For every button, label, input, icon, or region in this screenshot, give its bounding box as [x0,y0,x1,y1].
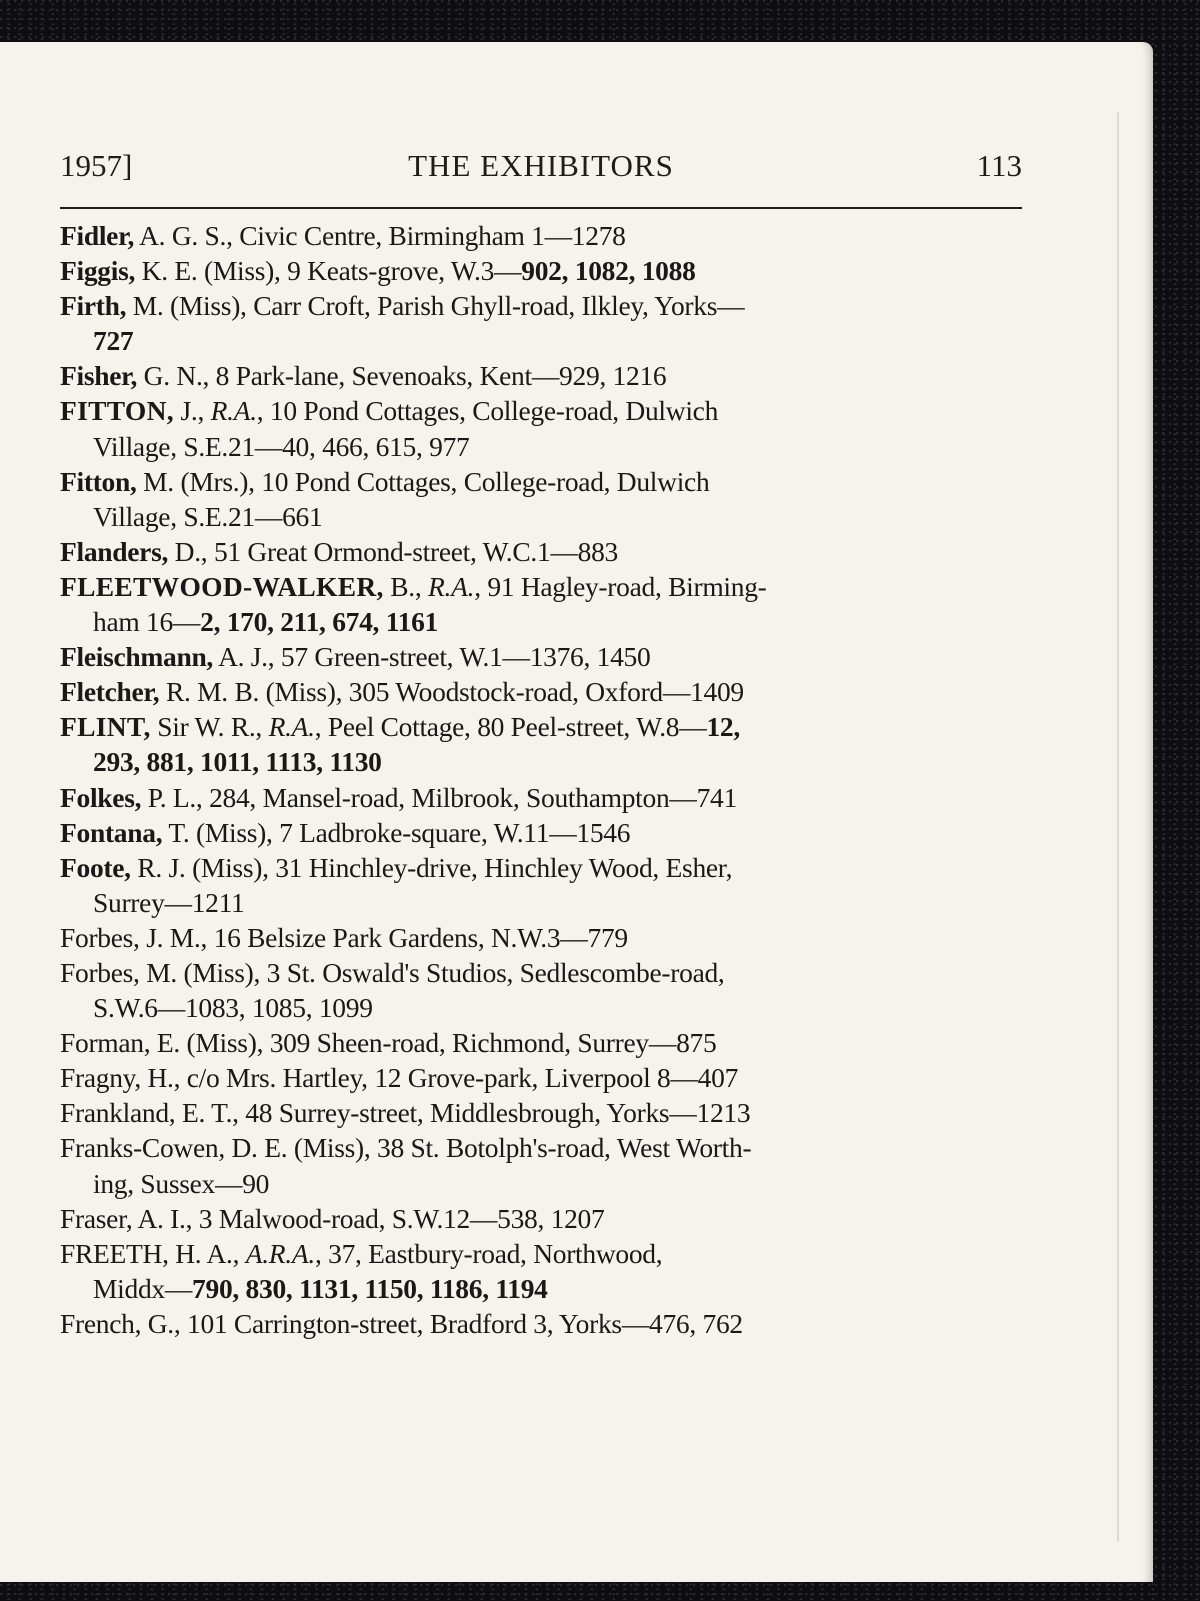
page-number: 113 [976,148,1022,183]
exhibitor-entry [60,709,1030,779]
exhibitor-entry [60,288,1030,358]
exhibitor-address: , 37, Eastbury-road, Northwood, [314,1237,663,1269]
exhibitor-address: , 91 Hagley-road, Birming- [474,570,767,602]
running-head-year: 1957] [60,148,133,183]
exhibitor-list [60,218,1030,1341]
exhibitor-entry [60,464,1030,534]
exhibitor-address: J. M., 16 Belsize Park Gardens, N.W.3— [139,921,588,953]
academy-title: R.A. [268,711,315,743]
exhibitor-address: R. M. B. (Miss), 305 Woodstock-road, Oxford— [159,676,691,708]
catalogue-numbers: 1409 [690,676,744,708]
exhibitor-address-cont: Middx— [93,1272,193,1304]
exhibitor-entry [60,218,1030,253]
exhibitor-address-cont: ham 16— [93,606,201,638]
exhibitor-address: G. N., 8 Park-lane, Sevenoaks, Kent— [137,360,560,392]
catalogue-numbers: 1278 [571,220,626,251]
exhibitor-name: Fisher, [60,360,138,392]
exhibitor-entry [60,253,1030,288]
exhibitor-entry [60,1060,1030,1095]
exhibitor-address: M. (Mrs.), 10 Pond Cottages, College-road, Dulwich [136,465,710,497]
catalogue-numbers: 661 [282,500,323,532]
exhibitor-initials: Sir W. R., [150,711,269,743]
exhibitor-address: D. E. (Miss), 38 St. Botolph's-road, West Worth- [224,1132,752,1164]
catalogue-numbers: 90 [242,1167,270,1199]
exhibitor-address-cont: Village, S.E.21— [93,500,283,532]
exhibitor-entry [60,393,1030,463]
catalogue-numbers: 2, 170, 211, 674, 1161 [200,606,438,638]
catalogue-numbers: 875 [676,1027,717,1059]
exhibitor-name: FLINT, [60,711,151,743]
exhibitor-name: Figgis, [60,255,136,287]
catalogue-numbers: 727 [93,325,134,357]
academy-title: R.A. [428,570,475,602]
exhibitor-address: G., 101 Carrington-street, Bradford 3, Yorks— [141,1307,650,1339]
exhibitor-name: Flanders, [60,535,169,567]
catalogue-numbers: 929, 1216 [559,360,667,392]
exhibitor-entry [60,674,1030,709]
exhibitor-address: T. (Miss), 7 Ladbroke-square, W.11— [162,816,577,848]
exhibitor-initials: J., [173,395,211,427]
exhibitor-name: Forbes, [60,921,140,953]
catalogue-numbers: 476, 762 [649,1307,743,1339]
exhibitor-name: Franks-Cowen, [60,1132,225,1164]
exhibitor-address: K. E. (Miss), 9 Keats-grove, W.3— [135,255,522,287]
exhibitor-address-cont: Village, S.E.21— [93,430,283,462]
catalogue-numbers: 883 [577,535,619,567]
exhibitor-entry [60,1306,1030,1341]
exhibitor-address: M. (Miss), Carr Croft, Parish Ghyll-road, Ilkley, Yorks— [126,290,745,322]
exhibitor-entry [60,780,1030,815]
exhibitor-address-cont: Surrey— [93,886,192,918]
exhibitor-entry [60,569,1030,639]
exhibitor-address-cont: S.W.6— [93,992,185,1024]
exhibitor-name: Fleischmann, [60,641,214,673]
exhibitor-address: R. J. (Miss), 31 Hinchley-drive, Hinchley Wood, Esher, [130,851,733,883]
exhibitor-entry [60,920,1030,955]
exhibitor-entry [60,1095,1030,1130]
catalogue-numbers: 1083, 1085, 1099 [184,992,373,1024]
academy-title: A.R.A. [245,1237,315,1269]
exhibitor-entry [60,850,1030,920]
exhibitor-name: Foote, [60,851,131,883]
exhibitor-address: M. (Miss), 3 St. Oswald's Studios, Sedlescombe-road, [139,956,725,988]
exhibitor-address: E. (Miss), 309 Sheen-road, Richmond, Surrey— [150,1027,677,1059]
catalogue-numbers-start: 12, [706,711,740,743]
exhibitor-name: FREETH, [60,1237,169,1269]
exhibitor-entry [60,358,1030,393]
catalogue-numbers: 40, 466, 615, 977 [282,430,470,462]
exhibitor-address: E. T., 48 Surrey-street, Middlesbrough, Yorks— [175,1097,697,1129]
catalogue-numbers: 1213 [696,1097,751,1129]
catalogue-numbers: 1546 [576,816,631,848]
exhibitor-entry [60,1236,1030,1306]
exhibitor-name: Fidler, [60,220,135,251]
page-edge [1117,112,1119,1542]
exhibitor-address: , Peel Cottage, 80 Peel-street, W.8— [314,711,707,743]
exhibitor-entry [60,639,1030,674]
exhibitor-initials: H. A., [168,1237,246,1269]
exhibitor-address: A. J., 57 Green-street, W.1— [213,641,530,673]
catalogue-numbers: 538, 1207 [497,1202,605,1234]
catalogue-numbers: 779 [587,921,628,953]
exhibitor-address-cont: ing, Sussex— [93,1167,243,1199]
catalogue-numbers: 902, 1082, 1088 [521,255,696,287]
page-title: THE EXHIBITORS [408,148,674,183]
exhibitor-name: Folkes, [60,781,142,813]
exhibitor-address: H., c/o Mrs. Hartley, 12 Grove-park, Liverpool 8— [140,1062,698,1094]
catalogue-numbers: 1211 [191,886,245,918]
exhibitor-entry [60,955,1030,1025]
exhibitor-name: French, [60,1307,142,1339]
exhibitor-name: Firth, [60,290,127,322]
running-head [60,148,1022,188]
exhibitor-address: D., 51 Great Ormond-street, W.C.1— [168,535,578,567]
exhibitor-name: Fragny, [60,1062,141,1094]
exhibitor-entry [60,1130,1030,1200]
exhibitor-name: FITTON, [60,395,174,427]
exhibitor-address: , 10 Pond Cottages, College-road, Dulwich [256,395,719,427]
exhibitor-name: Fontana, [60,816,163,848]
exhibitor-initials: B., [383,570,429,602]
catalogue-numbers: 407 [697,1062,739,1094]
exhibitor-address: A. G. S., Civic Centre, Birmingham 1— [134,220,572,251]
exhibitor-address: A. I., 3 Malwood-road, S.W.12— [132,1202,498,1234]
exhibitor-name: Fitton, [60,465,137,497]
header-rule [60,207,1022,209]
catalogue-numbers: 293, 881, 1011, 1113, 1130 [93,746,382,778]
exhibitor-name: Fraser, [60,1202,133,1234]
exhibitor-address: P. L., 284, Mansel-road, Milbrook, Southampton— [141,781,697,813]
exhibitor-entry [60,534,1030,569]
exhibitor-name: Forman, [60,1027,151,1059]
catalogue-numbers: 1376, 1450 [529,641,651,673]
catalogue-numbers: 790, 830, 1131, 1150, 1186, 1194 [192,1272,548,1304]
exhibitor-name: Fletcher, [60,676,160,708]
academy-title: R.A. [210,395,257,427]
catalogue-numbers: 741 [696,781,737,813]
exhibitor-name: Frankland, [60,1097,176,1129]
exhibitor-entry [60,815,1030,850]
exhibitor-entry [60,1025,1030,1060]
exhibitor-name: FLEETWOOD-WALKER, [60,570,384,602]
exhibitor-entry [60,1201,1030,1236]
exhibitor-name: Forbes, [60,956,140,988]
